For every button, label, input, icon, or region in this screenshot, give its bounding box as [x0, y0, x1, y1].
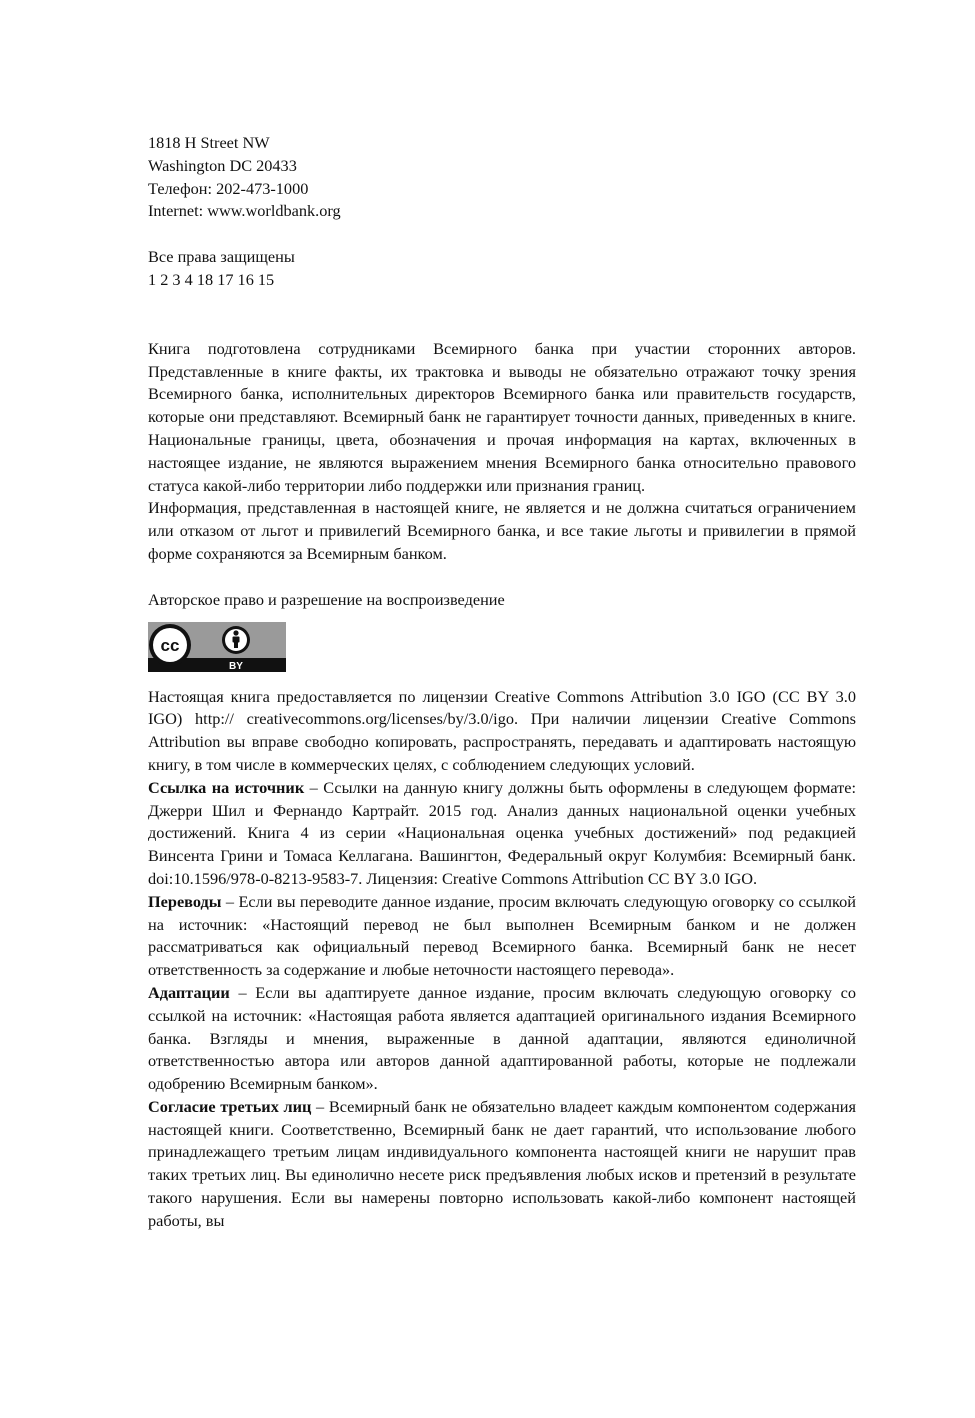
cc-icon: cc — [160, 635, 180, 655]
print-line: 1 2 3 4 18 17 16 15 — [148, 269, 275, 289]
license-text: Настоящая книга предоставляется по лицензии Creative Commons Attribution 3.0 IGO (CC BY 3.0 IGO) http:// creativecommons.org/licenses/by/3.0/igo. При наличии лицензии Creative Commons Attribution вы вправе свободно копировать, распространять, передавать и адаптировать настоящую книгу, в том числе в коммерческих целях, с соблюдением следующих условий. — [148, 686, 856, 774]
translations-text: – Если вы переводите данное издание, просим включать следующую оговорку со ссылкой на источник: «Настоящий перевод не был выполнен Всемирным банком и не должен рассматриваться как официальный перевод Всемирного банка. Всемирный банк не несет ответственность за содержание и любые неточности настоящего перевода». — [148, 891, 856, 980]
person-icon-legs — [234, 642, 238, 648]
address-street: 1818 H Street NW — [148, 133, 270, 152]
address-city: Washington DC 20433 — [148, 155, 297, 175]
copyright-heading: Авторское право и разрешение на воспроизведение — [148, 589, 505, 609]
address-internet: Internet: www.worldbank.org — [148, 201, 341, 221]
copyright-page — [148, 132, 856, 1233]
disclaimer-block — [148, 338, 856, 566]
attribution-title: Ссылка на источник — [148, 777, 305, 797]
adaptations-title: Адаптации — [148, 982, 230, 1002]
person-icon-body — [233, 636, 240, 642]
translations-title: Переводы — [148, 891, 222, 911]
attribution-paragraph — [148, 777, 856, 891]
rights-block — [148, 246, 856, 292]
adaptations-paragraph — [148, 982, 856, 1096]
adaptations-text: – Если вы адаптируете данное издание, просим включать следующую оговорку со ссылкой на источник: «Настоящая работа является адаптацией оригинального издания Всемирного банка. Взгляды и мнения, выраженные в данной адаптации, являются единоличной ответственностью автора или авторов данной адаптированной работы, которые не подлежали одобрению Всемирным банком». — [148, 982, 856, 1094]
third-party-text: – Всемирный банк не обязательно владеет каждым компонентом содержания настоящей книги. Соответственно, Всемирный банк не дает гарантий, что использование любого принадлежащего третьим лицам индивидуального компонента настоящей книги не нарушит прав таких третьих лиц. Вы единолично несете риск предъявления любых исков и претензий в результате такого нарушения. Если вы намерены повторно использовать какой-либо компонент настоящей работы, вы — [148, 1096, 857, 1230]
person-icon-head — [233, 630, 238, 635]
license-block — [148, 686, 856, 1233]
cc-by-license-badge — [148, 622, 286, 672]
address-block — [148, 132, 856, 223]
rights-reserved: Все права защищены — [148, 247, 295, 267]
disclaimer-paragraph-2: Информация, представленная в настоящей книге, не является и не должна считаться ограничением или отказом от льгот и привилегий Всемирного банка, и все такие льготы и привилегии в прямой форме сохраняются за Всемирным банком. — [148, 498, 856, 563]
address-phone: Телефон: 202-473-1000 — [148, 178, 309, 198]
third-party-title: Согласие третьих лиц — [148, 1096, 312, 1116]
attribution-text: – Ссылки на данную книгу должны быть оформлены в следующем формате: Джерри Шил и Фернандо Картрайт. 2015 год. Анализ данных национальной оценки учебных достижений. Книга 4 из серии «Национальная оценка учебных достижений» под редакцией Винсента Грини и Томаса Келлагана. Вашингтон, Федеральный округ Колумбия: Всемирный банк. doi:10.1596/978-0-8213-9583-7. Лицензия: Creative Commons Attribution CC BY 3.0 IGO. — [148, 777, 856, 888]
disclaimer-paragraph-1: Книга подготовлена сотрудниками Всемирного банка при участии сторонних авторов. Представленные в книге факты, их трактовка и выводы не обязательно отражают точку зрения Всемирного банка, исполнительных директоров Всемирного банка или правительств государств, которые они представляют. Всемирный банк не гарантирует точности данных, приведенных в книге. Национальные границы, цвета, обозначения и прочая информация на картах, включенных в настоящее издание, не являются выражением мнения Всемирного банка относительно правового статуса какой-либо территории либо поддержки или признания границ. — [148, 338, 856, 495]
third-party-paragraph — [148, 1096, 856, 1233]
by-label: BY — [229, 660, 243, 672]
translations-paragraph — [148, 891, 856, 982]
